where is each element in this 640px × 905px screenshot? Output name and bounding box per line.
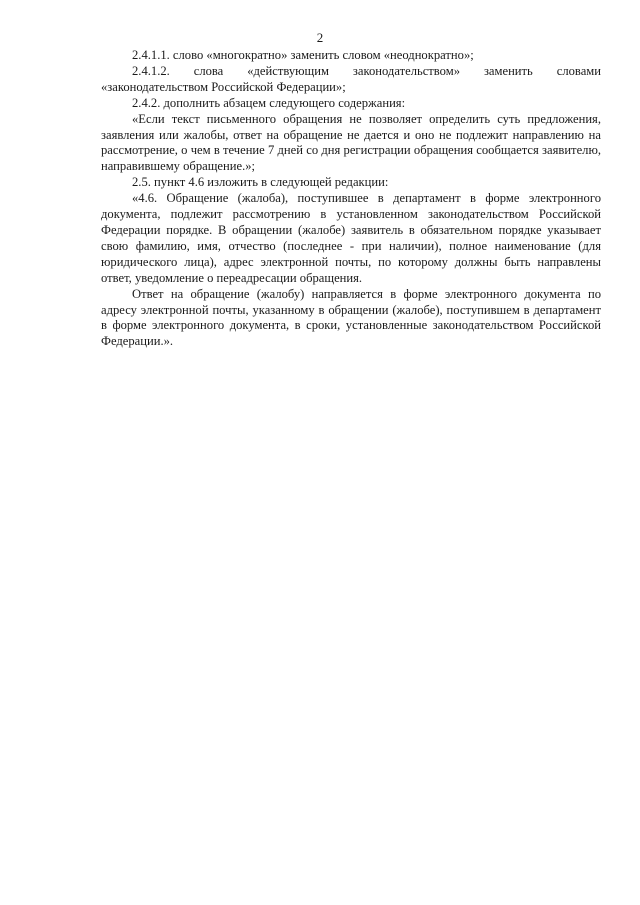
- paragraph-2-4-2: 2.4.2. дополнить абзацем следующего содержания:: [132, 95, 406, 110]
- paragraph-response: Ответ на обращение (жалобу) направляется в форме электронного документа по адресу электронной почты, указанному в обращении (жалобе), поступившем в департамент в форме электронного документа, в сроки, установленные законодательством Российской Федерации.».: [101, 286, 601, 349]
- paragraph-2-4-1-1: 2.4.1.1. слово «многократно» заменить словом «неоднократно»;: [132, 48, 474, 62]
- paragraph-4-6: «4.6. Обращение (жалоба), поступившее в департамент в форме электронного документа, подлежит рассмотрению в установленном законодательством Российской Федерации порядке. В обращении (жалобе) заявитель в обязательном порядке указывает свою фамилию, имя, отчество (последнее - при наличии), полное наименование (для юридического лица), адрес электронной почты, по которому должны быть направлены ответ, уведомление о переадресации обращения.: [101, 191, 601, 285]
- page-number: 2: [316, 30, 324, 45]
- document-body: [101, 48, 601, 350]
- paragraph-2-5: 2.5. пункт 4.6 изложить в следующей редакции:: [132, 175, 389, 190]
- paragraph-2-4-1-2: 2.4.1.2. слова «действующим законодательством» заменить словами «законодательством Российской Федерации»;: [101, 63, 601, 94]
- paragraph-quoted-addition: «Если текст письменного обращения не позволяет определить суть предложения, заявления или жалобы, ответ на обращение не дается и оно не подлежит направлению на рассмотрение, о чем в течение 7 дней со дня регистрации обращения сообщается заявителю, направившему обращение.»;: [101, 111, 601, 174]
